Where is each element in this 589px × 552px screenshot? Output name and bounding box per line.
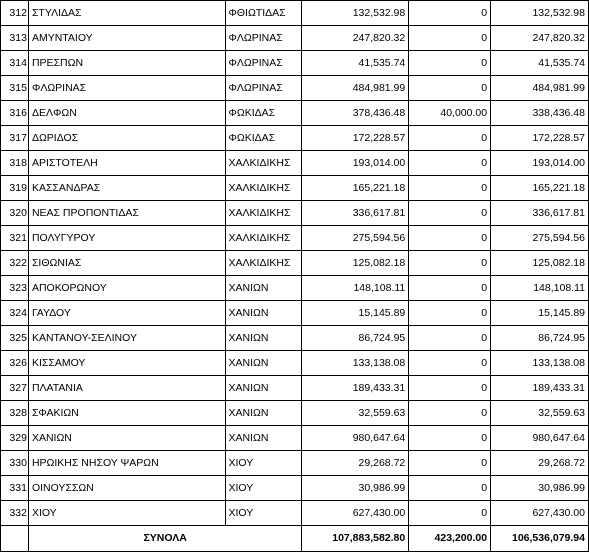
table-row <box>1 251 589 276</box>
amount-cell: 378,436.48 <box>302 101 409 126</box>
table-row <box>1 201 589 226</box>
prefecture-cell: ΧΑΝΙΩΝ <box>225 401 302 426</box>
row-index-cell: 320 <box>1 201 29 226</box>
deduction-cell: 0 <box>409 426 491 451</box>
deduction-cell: 0 <box>409 451 491 476</box>
row-index-cell: 329 <box>1 426 29 451</box>
municipality-cell: ΚΑΝΤΑΝΟΥ-ΣΕΛΙΝΟΥ <box>28 326 225 351</box>
net-amount-cell: 165,221.18 <box>491 176 589 201</box>
prefecture-cell: ΧΑΛΚΙΔΙΚΗΣ <box>225 201 302 226</box>
table-row <box>1 276 589 301</box>
municipality-cell: ΣΙΘΩΝΙΑΣ <box>28 251 225 276</box>
municipality-cell: ΓΑΥΔΟΥ <box>28 301 225 326</box>
table-row <box>1 351 589 376</box>
net-amount-cell: 275,594.56 <box>491 226 589 251</box>
prefecture-cell: ΧΑΛΚΙΔΙΚΗΣ <box>225 251 302 276</box>
prefecture-cell: ΧΙΟΥ <box>225 451 302 476</box>
prefecture-cell: ΧΑΝΙΩΝ <box>225 376 302 401</box>
deduction-cell: 40,000.00 <box>409 101 491 126</box>
municipality-cell: ΟΙΝΟΥΣΣΩΝ <box>28 476 225 501</box>
table-row <box>1 301 589 326</box>
row-index-cell: 331 <box>1 476 29 501</box>
net-amount-cell: 32,559.63 <box>491 401 589 426</box>
table-row <box>1 101 589 126</box>
amount-cell: 41,535.74 <box>302 51 409 76</box>
totals-label: ΣΥΝΟΛΑ <box>28 526 302 552</box>
deduction-cell: 0 <box>409 76 491 101</box>
prefecture-cell: ΦΩΚΙΔΑΣ <box>225 101 302 126</box>
prefecture-cell: ΧΑΝΙΩΝ <box>225 426 302 451</box>
row-index-cell: 323 <box>1 276 29 301</box>
row-index-cell: 315 <box>1 76 29 101</box>
amount-cell: 193,014.00 <box>302 151 409 176</box>
amount-cell: 15,145.89 <box>302 301 409 326</box>
table-row <box>1 401 589 426</box>
net-amount-cell: 125,082.18 <box>491 251 589 276</box>
totals-deduction: 423,200.00 <box>409 526 491 552</box>
table-row <box>1 326 589 351</box>
deduction-cell: 0 <box>409 51 491 76</box>
net-amount-cell: 336,617.81 <box>491 201 589 226</box>
amount-cell: 980,647.64 <box>302 426 409 451</box>
amount-cell: 32,559.63 <box>302 401 409 426</box>
amount-cell: 86,724.95 <box>302 326 409 351</box>
amount-cell: 275,594.56 <box>302 226 409 251</box>
row-index-cell: 332 <box>1 501 29 526</box>
deduction-cell: 0 <box>409 151 491 176</box>
row-index-cell: 319 <box>1 176 29 201</box>
net-amount-cell: 189,433.31 <box>491 376 589 401</box>
net-amount-cell: 15,145.89 <box>491 301 589 326</box>
net-amount-cell: 980,647.64 <box>491 426 589 451</box>
amount-cell: 189,433.31 <box>302 376 409 401</box>
prefecture-cell: ΧΑΝΙΩΝ <box>225 351 302 376</box>
deduction-cell: 0 <box>409 276 491 301</box>
prefecture-cell: ΧΑΛΚΙΔΙΚΗΣ <box>225 226 302 251</box>
table-row <box>1 501 589 526</box>
deduction-cell: 0 <box>409 376 491 401</box>
row-index-cell: 325 <box>1 326 29 351</box>
row-index-cell: 327 <box>1 376 29 401</box>
prefecture-cell: ΧΑΝΙΩΝ <box>225 276 302 301</box>
deduction-cell: 0 <box>409 26 491 51</box>
totals-spacer-cell <box>1 526 29 552</box>
municipality-cell: ΣΦΑΚΙΩΝ <box>28 401 225 426</box>
deduction-cell: 0 <box>409 226 491 251</box>
net-amount-cell: 30,986.99 <box>491 476 589 501</box>
net-amount-cell: 132,532.98 <box>491 1 589 26</box>
amount-cell: 30,986.99 <box>302 476 409 501</box>
municipality-cell: ΚΑΣΣΑΝΔΡΑΣ <box>28 176 225 201</box>
row-index-cell: 330 <box>1 451 29 476</box>
prefecture-cell: ΧΑΝΙΩΝ <box>225 301 302 326</box>
totals-amount: 107,883,582.80 <box>302 526 409 552</box>
prefecture-cell: ΦΘΙΩΤΙΔΑΣ <box>225 1 302 26</box>
municipality-cell: ΔΕΛΦΩΝ <box>28 101 225 126</box>
amount-cell: 627,430.00 <box>302 501 409 526</box>
table-row <box>1 451 589 476</box>
row-index-cell: 312 <box>1 1 29 26</box>
row-index-cell: 328 <box>1 401 29 426</box>
row-index-cell: 324 <box>1 301 29 326</box>
net-amount-cell: 133,138.08 <box>491 351 589 376</box>
municipality-cell: ΚΙΣΣΑΜΟΥ <box>28 351 225 376</box>
municipality-cell: ΔΩΡΙΔΟΣ <box>28 126 225 151</box>
table-row <box>1 226 589 251</box>
deduction-cell: 0 <box>409 1 491 26</box>
totals-net: 106,536,079.94 <box>491 526 589 552</box>
municipality-cell: ΑΜΥΝΤΑΙΟΥ <box>28 26 225 51</box>
row-index-cell: 313 <box>1 26 29 51</box>
row-index-cell: 316 <box>1 101 29 126</box>
deduction-cell: 0 <box>409 326 491 351</box>
table-body <box>1 1 589 526</box>
table-row <box>1 51 589 76</box>
municipality-cell: ΧΙΟΥ <box>28 501 225 526</box>
municipality-cell: ΑΠΟΚΟΡΩΝΟΥ <box>28 276 225 301</box>
net-amount-cell: 193,014.00 <box>491 151 589 176</box>
amount-cell: 336,617.81 <box>302 201 409 226</box>
amount-cell: 172,228.57 <box>302 126 409 151</box>
deduction-cell: 0 <box>409 126 491 151</box>
deduction-cell: 0 <box>409 251 491 276</box>
municipality-cell: ΦΛΩΡΙΝΑΣ <box>28 76 225 101</box>
row-index-cell: 326 <box>1 351 29 376</box>
net-amount-cell: 86,724.95 <box>491 326 589 351</box>
table-row <box>1 151 589 176</box>
prefecture-cell: ΦΩΚΙΔΑΣ <box>225 126 302 151</box>
table-row <box>1 126 589 151</box>
prefecture-cell: ΧΙΟΥ <box>225 476 302 501</box>
municipality-cell: ΗΡΩΙΚΗΣ ΝΗΣΟΥ ΨΑΡΩΝ <box>28 451 225 476</box>
deduction-cell: 0 <box>409 501 491 526</box>
prefecture-cell: ΧΑΛΚΙΔΙΚΗΣ <box>225 151 302 176</box>
prefecture-cell: ΦΛΩΡΙΝΑΣ <box>225 51 302 76</box>
municipality-cell: ΑΡΙΣΤΟΤΕΛΗ <box>28 151 225 176</box>
municipality-cell: ΠΟΛΥΓΥΡΟΥ <box>28 226 225 251</box>
prefecture-cell: ΧΑΝΙΩΝ <box>225 326 302 351</box>
deduction-cell: 0 <box>409 201 491 226</box>
deduction-cell: 0 <box>409 301 491 326</box>
municipality-cell: ΝΕΑΣ ΠΡΟΠΟΝΤΙΔΑΣ <box>28 201 225 226</box>
municipality-cell: ΣΤΥΛΙΔΑΣ <box>28 1 225 26</box>
amount-cell: 165,221.18 <box>302 176 409 201</box>
net-amount-cell: 247,820.32 <box>491 26 589 51</box>
table-row <box>1 376 589 401</box>
deduction-cell: 0 <box>409 176 491 201</box>
deduction-cell: 0 <box>409 351 491 376</box>
net-amount-cell: 148,108.11 <box>491 276 589 301</box>
net-amount-cell: 41,535.74 <box>491 51 589 76</box>
table-row <box>1 476 589 501</box>
table-row <box>1 426 589 451</box>
net-amount-cell: 484,981.99 <box>491 76 589 101</box>
net-amount-cell: 627,430.00 <box>491 501 589 526</box>
table-row <box>1 76 589 101</box>
municipality-cell: ΠΛΑΤΑΝΙΑ <box>28 376 225 401</box>
prefecture-cell: ΧΙΟΥ <box>225 501 302 526</box>
amount-cell: 125,082.18 <box>302 251 409 276</box>
deduction-cell: 0 <box>409 401 491 426</box>
municipality-cell: ΧΑΝΙΩΝ <box>28 426 225 451</box>
deduction-cell: 0 <box>409 476 491 501</box>
table-row <box>1 26 589 51</box>
row-index-cell: 317 <box>1 126 29 151</box>
amount-cell: 148,108.11 <box>302 276 409 301</box>
prefecture-cell: ΧΑΛΚΙΔΙΚΗΣ <box>225 176 302 201</box>
prefecture-cell: ΦΛΩΡΙΝΑΣ <box>225 26 302 51</box>
row-index-cell: 322 <box>1 251 29 276</box>
amount-cell: 132,532.98 <box>302 1 409 26</box>
amount-cell: 133,138.08 <box>302 351 409 376</box>
table-row <box>1 176 589 201</box>
amount-cell: 29,268.72 <box>302 451 409 476</box>
totals-row <box>1 526 589 552</box>
net-amount-cell: 29,268.72 <box>491 451 589 476</box>
municipality-cell: ΠΡΕΣΠΩΝ <box>28 51 225 76</box>
row-index-cell: 314 <box>1 51 29 76</box>
net-amount-cell: 172,228.57 <box>491 126 589 151</box>
amount-cell: 247,820.32 <box>302 26 409 51</box>
row-index-cell: 321 <box>1 226 29 251</box>
prefecture-cell: ΦΛΩΡΙΝΑΣ <box>225 76 302 101</box>
net-amount-cell: 338,436.48 <box>491 101 589 126</box>
amount-cell: 484,981.99 <box>302 76 409 101</box>
table-row <box>1 1 589 26</box>
row-index-cell: 318 <box>1 151 29 176</box>
